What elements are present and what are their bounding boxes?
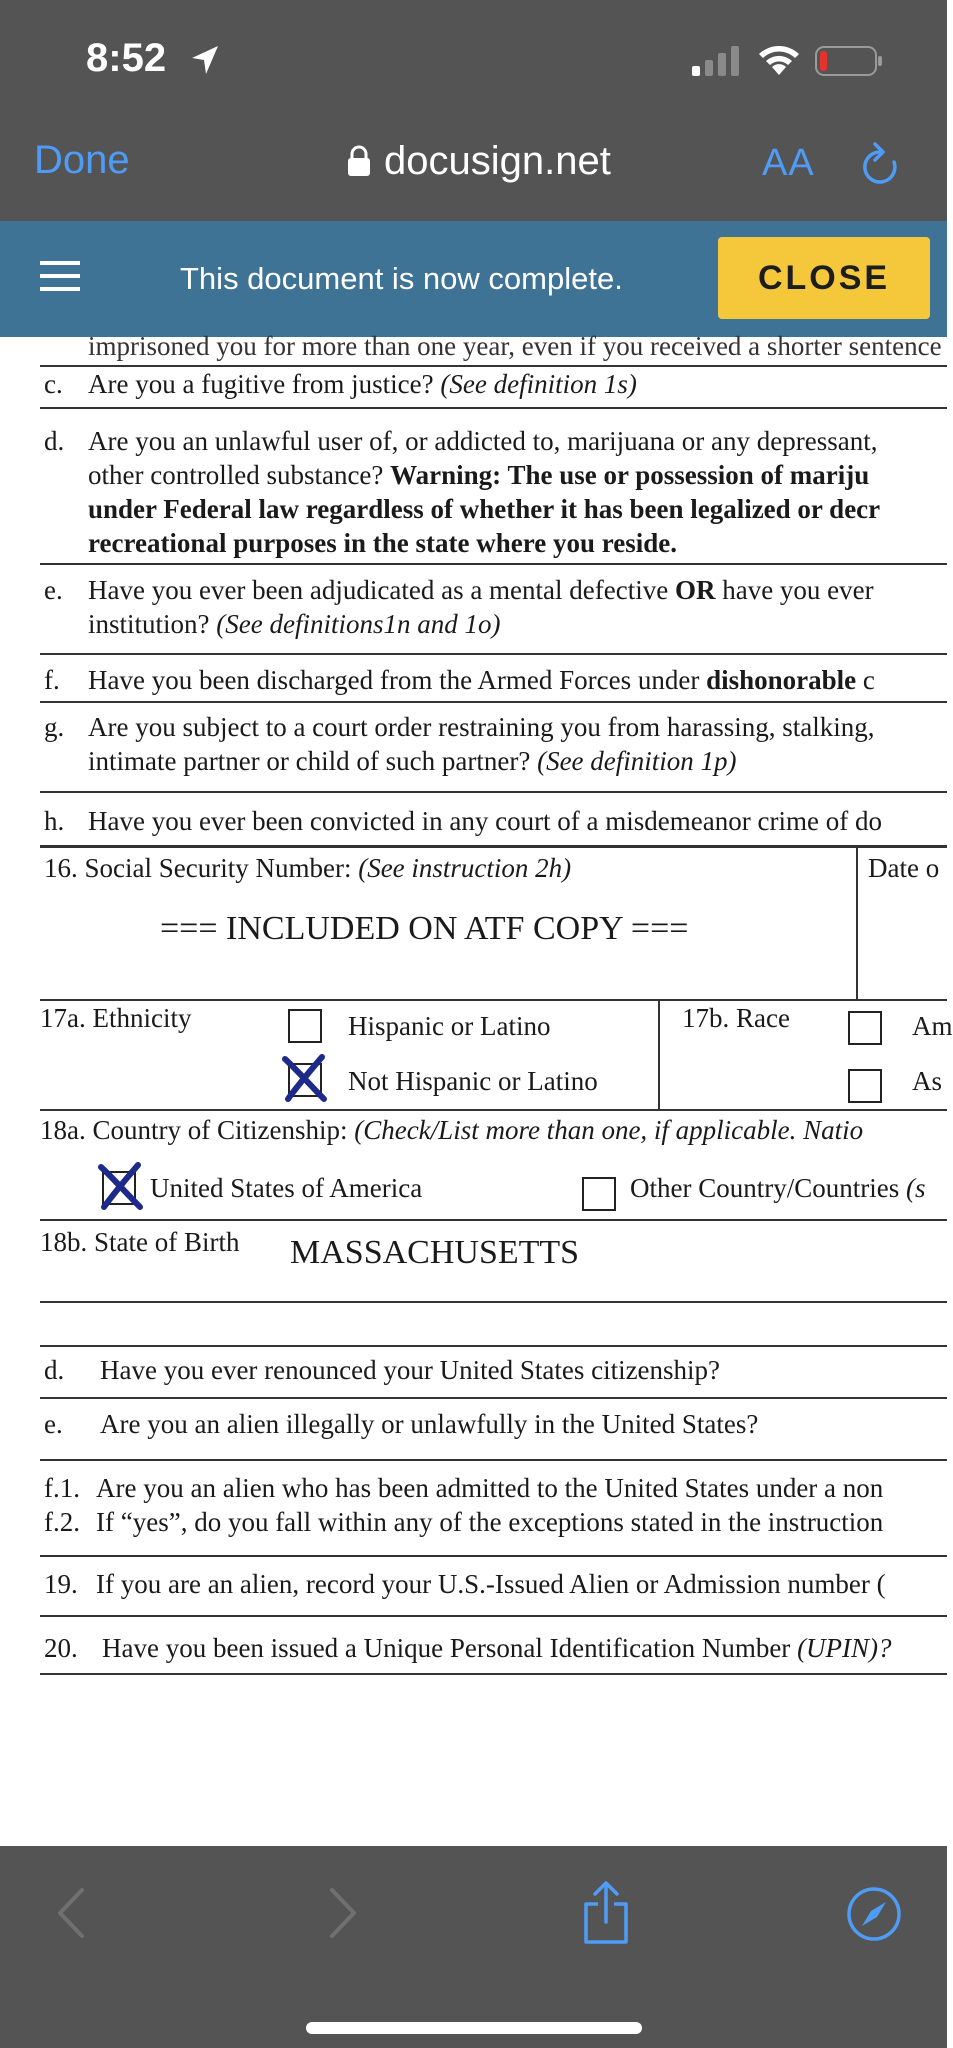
q18a-note: (Check/List more than one, if applicable. Natio bbox=[354, 1115, 864, 1145]
question-g-line1: Are you subject to a court order restraining you from harassing, stalking, bbox=[88, 712, 875, 742]
question-h: Have you ever been convicted in any court of a misdemeanor crime of do bbox=[88, 806, 882, 836]
question-d-line2-a: other controlled substance? bbox=[88, 460, 384, 490]
question-c-letter: c. bbox=[44, 369, 63, 399]
question-f-letter: f. bbox=[44, 665, 60, 695]
checkmark-x-icon bbox=[280, 1053, 330, 1103]
home-indicator bbox=[306, 2022, 642, 2034]
hamburger-menu-icon[interactable] bbox=[40, 259, 80, 293]
race-checkbox-2[interactable] bbox=[848, 1069, 882, 1103]
question-d-line3: under Federal law regardless of whether it has been legalized or decr bbox=[88, 494, 881, 524]
forward-icon[interactable] bbox=[326, 1886, 360, 1940]
citizenship-d-text: Have you ever renounced your United States citizenship? bbox=[100, 1355, 721, 1385]
qf1-label: f.1. bbox=[44, 1473, 80, 1503]
citizenship-d-letter: d. bbox=[44, 1355, 65, 1385]
divider bbox=[40, 563, 947, 565]
url-text: docusign.net bbox=[384, 138, 611, 183]
divider bbox=[40, 1301, 947, 1303]
question-e-line1 bbox=[88, 573, 874, 607]
text-size-button[interactable]: AA bbox=[762, 142, 815, 184]
q18a bbox=[40, 1113, 863, 1147]
question-c bbox=[88, 367, 637, 401]
checkmark-x-icon bbox=[96, 1161, 146, 1211]
wifi-icon bbox=[758, 42, 800, 76]
q19-label: 19. bbox=[44, 1569, 78, 1599]
question-e-or: OR bbox=[674, 575, 716, 605]
q17a-label: 17a. Ethnicity bbox=[40, 1003, 192, 1033]
question-e-line1-a: Have you ever been adjudicated as a mental defective bbox=[88, 575, 669, 605]
q16-note: (See instruction 2h) bbox=[358, 853, 572, 883]
divider bbox=[40, 1397, 947, 1399]
cutoff-text: imprisoned you for more than one year, even if you received a shorter sentence bbox=[88, 331, 942, 361]
qf1-text: Are you an alien who has been admitted to the United States under a non bbox=[96, 1473, 884, 1503]
document-viewer[interactable] bbox=[0, 331, 953, 1846]
qf2-label: f.2. bbox=[44, 1507, 80, 1537]
not-hispanic-label: Not Hispanic or Latino bbox=[348, 1066, 598, 1096]
divider-vertical bbox=[856, 847, 858, 999]
usa-label: United States of America bbox=[150, 1173, 423, 1203]
other-country-note: (s bbox=[905, 1173, 926, 1203]
status-bar bbox=[0, 0, 947, 120]
divider bbox=[40, 1673, 947, 1675]
divider bbox=[40, 845, 947, 848]
qf2-text: If “yes”, do you fall within any of the exceptions stated in the instruction bbox=[96, 1507, 884, 1537]
race-checkbox-1[interactable] bbox=[848, 1011, 882, 1045]
q20 bbox=[102, 1631, 892, 1665]
cellular-signal-icon bbox=[692, 46, 740, 76]
divider bbox=[40, 791, 947, 793]
banner-message: This document is now complete. bbox=[180, 261, 623, 296]
q20-note: (UPIN)? bbox=[797, 1633, 892, 1663]
divider bbox=[40, 1459, 947, 1461]
docusign-banner bbox=[0, 221, 947, 337]
q20-text: Have you been issued a Unique Personal Identification Number bbox=[102, 1633, 791, 1663]
q16-date-label: Date o bbox=[868, 853, 940, 883]
other-country-label: Other Country/Countries bbox=[630, 1173, 900, 1203]
back-icon[interactable] bbox=[54, 1886, 88, 1940]
divider bbox=[40, 1345, 947, 1347]
question-e-letter: e. bbox=[44, 575, 63, 605]
state-of-birth-value: MASSACHUSETTS bbox=[290, 1234, 580, 1271]
question-d-line1: Are you an unlawful user of, or addicted to, marijuana or any depressant, bbox=[88, 426, 878, 456]
question-c-note: (See definition 1s) bbox=[440, 369, 637, 399]
q19-text: If you are an alien, record your U.S.-Issued Alien or Admission number ( bbox=[96, 1569, 886, 1599]
address-bar[interactable] bbox=[346, 136, 611, 186]
citizenship-e-text: Are you an alien illegally or unlawfully in the United States? bbox=[100, 1409, 759, 1439]
question-h-letter: h. bbox=[44, 806, 65, 836]
q18a-label: 18a. Country of Citizenship: bbox=[40, 1115, 348, 1145]
reload-icon[interactable] bbox=[858, 140, 902, 190]
question-g-line2 bbox=[88, 744, 737, 778]
question-g-line2-a: intimate partner or child of such partner? bbox=[88, 746, 531, 776]
q20-label: 20. bbox=[44, 1633, 78, 1663]
hispanic-label: Hispanic or Latino bbox=[348, 1011, 551, 1041]
divider bbox=[40, 701, 947, 703]
question-e-line2-a: institution? bbox=[88, 609, 210, 639]
question-d-line4: recreational purposes in the state where you reside. bbox=[88, 528, 677, 558]
browser-bar bbox=[0, 120, 947, 221]
question-c-text: Are you a fugitive from justice? bbox=[88, 369, 434, 399]
other-country-checkbox[interactable] bbox=[582, 1177, 616, 1211]
compass-icon[interactable] bbox=[846, 1886, 902, 1942]
question-g-note: (See definition 1p) bbox=[537, 746, 737, 776]
divider bbox=[40, 407, 947, 409]
question-f bbox=[88, 663, 875, 697]
ssn-value: === INCLUDED ON ATF COPY === bbox=[160, 910, 689, 947]
question-d-letter: d. bbox=[44, 426, 65, 456]
divider bbox=[40, 653, 947, 655]
question-g-letter: g. bbox=[44, 712, 65, 742]
divider bbox=[40, 1109, 947, 1111]
question-e-note: (See definitions1n and 1o) bbox=[216, 609, 501, 639]
question-f-dishonorable: dishonorable bbox=[706, 665, 857, 695]
location-arrow-icon bbox=[190, 44, 220, 76]
lock-icon bbox=[346, 145, 372, 177]
status-time: 8:52 bbox=[86, 36, 167, 80]
question-d-warning: Warning: The use or possession of mariju bbox=[390, 460, 870, 490]
done-button[interactable]: Done bbox=[34, 138, 130, 182]
question-f-text: Have you been discharged from the Armed Forces under bbox=[88, 665, 700, 695]
divider-vertical bbox=[658, 999, 660, 1109]
race-option-1: Am bbox=[912, 1011, 953, 1041]
share-icon[interactable] bbox=[580, 1880, 632, 1946]
q18b-label: 18b. State of Birth bbox=[40, 1227, 240, 1257]
divider bbox=[40, 1219, 947, 1221]
question-e-line2 bbox=[88, 607, 500, 641]
other-country bbox=[630, 1171, 925, 1205]
battery-icon bbox=[815, 46, 883, 76]
close-button[interactable]: CLOSE bbox=[718, 237, 930, 319]
race-option-2: As bbox=[912, 1066, 943, 1096]
question-e-line1-c: have you ever bbox=[722, 575, 874, 605]
q16 bbox=[44, 851, 571, 885]
bottom-toolbar bbox=[0, 1846, 947, 2048]
q17b-label: 17b. Race bbox=[682, 1003, 790, 1033]
divider bbox=[40, 1615, 947, 1617]
hispanic-checkbox[interactable] bbox=[288, 1009, 322, 1043]
divider bbox=[40, 1555, 947, 1557]
q16-label: 16. Social Security Number: bbox=[44, 853, 352, 883]
citizenship-e-letter: e. bbox=[44, 1409, 63, 1439]
question-d-line2 bbox=[88, 458, 869, 492]
question-f-text-end: c bbox=[862, 665, 875, 695]
